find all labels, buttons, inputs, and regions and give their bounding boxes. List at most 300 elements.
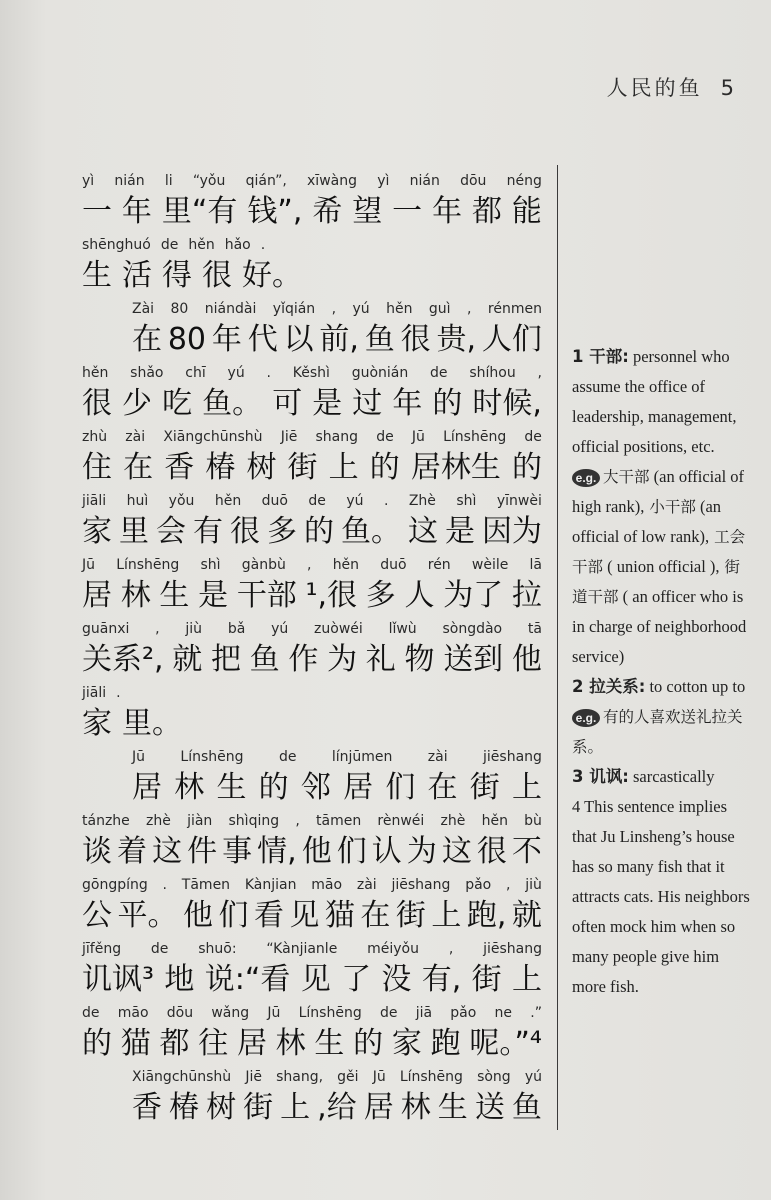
text-line-pair [82,684,542,745]
pinyin-word: bǎ [227,621,246,637]
pinyin-word: Jū [267,1005,281,1021]
pinyin-word: Kěshì [292,365,330,381]
hanzi-word: 生 [216,770,247,805]
pinyin-word: de [376,429,394,445]
note-2-definition: to cotton up to [645,677,746,696]
hanzi-word: 贵, [436,322,477,357]
pinyin-word: .” [530,1005,542,1021]
hanzi-word: 街 [471,962,502,997]
hanzi-word: 见 [289,898,320,933]
pinyin-line [82,620,542,639]
pinyin-word: hěn [386,301,413,317]
pinyin-word: , [307,557,312,573]
hanzi-word: 都 [472,194,502,229]
hanzi-word: 送到 [443,642,504,677]
text-line-pair [82,748,542,809]
pinyin-word: Xiāngchūnshù [132,1069,232,1085]
pinyin-word: jīfěng [82,941,122,957]
hanzi-line [82,703,542,745]
pinyin-word: wèile [471,557,509,573]
text-line-pair [82,428,542,489]
pinyin-word: de [82,1005,100,1021]
pinyin-word: guònián [351,365,409,381]
pinyin-line [82,428,542,447]
hanzi-word: 送 [474,1090,505,1125]
hanzi-word: 树 [206,1090,237,1125]
page-number: 5 [720,76,737,100]
note-1-example-2-en: (an official of low rank), [572,497,722,546]
pinyin-word: yǐqián [272,301,316,317]
hanzi-line [82,895,542,937]
note-3-definition: sarcastically [628,767,715,786]
pinyin-word: dōu [166,1005,194,1021]
pinyin-word: Xiāngchūnshù [163,429,263,445]
pinyin-word: wǎng [211,1005,250,1021]
pinyin-word: , [506,877,511,893]
hanzi-word: 着 [117,834,148,869]
hanzi-word: 可 [272,386,303,421]
pinyin-word: rènwéi [377,813,425,829]
hanzi-word: 一 [392,194,423,229]
pinyin-word: , [448,941,454,957]
hanzi-word: 居林生 [410,450,501,485]
pinyin-word: Línshēng [116,557,180,573]
hanzi-word: 80 [167,322,207,357]
hanzi-line [82,383,542,425]
hanzi-word: 在 [427,770,458,805]
pinyin-line [82,1004,542,1023]
pinyin-word: . [260,237,266,253]
note-3 [572,762,752,792]
hanzi-word: 居 [82,578,112,613]
hanzi-word: 代 [247,322,278,357]
hanzi-word: 的 [511,450,542,485]
pinyin-word: shuō: [198,941,237,957]
hanzi-word: 都 [159,1026,190,1061]
pinyin-word: rén [427,557,451,573]
pinyin-word: hěn [214,493,242,509]
hanzi-word: 生 [437,1090,468,1125]
chapter-title: 人民的鱼 [606,76,703,100]
running-header [607,72,737,102]
pinyin-word: Jū [82,557,96,573]
pinyin-word: méiyǒu [367,941,419,957]
hanzi-word: 在 [132,322,162,357]
pinyin-word: māo [311,877,343,893]
hanzi-word: 树 [246,450,277,485]
hanzi-word: 的 [369,450,400,485]
note-2-term: 2 拉关系: [572,677,646,696]
pinyin-word: jiù [185,621,203,637]
hanzi-word: 街 [469,770,500,805]
pinyin-word: hěn [188,237,215,253]
text-line-pair [82,812,542,873]
column-divider [557,165,558,1130]
hanzi-word: 街 [243,1090,274,1125]
pinyin-word: . [266,365,271,381]
hanzi-word: 年 [121,194,152,229]
pinyin-word: ne [494,1005,513,1021]
hanzi-word: 街 [287,450,318,485]
pinyin-word: hǎo [224,237,251,253]
pinyin-word: xīwàng [307,173,357,189]
hanzi-line [82,511,542,553]
hanzi-word: 里 [119,514,149,549]
hanzi-line [132,767,542,809]
pinyin-word: yú [352,301,370,317]
pinyin-word: huì [126,493,149,509]
note-1-definition: personnel who assume the office of leadership, management, official positions, etc. [572,347,737,456]
text-line-pair [82,364,542,425]
hanzi-word: 在 [360,898,391,933]
hanzi-word: 鱼 [511,1090,542,1125]
hanzi-word: 多 [267,514,297,549]
pinyin-word: hěn [82,365,109,381]
pinyin-word: bù [524,813,542,829]
hanzi-word: 因为 [482,514,542,549]
pinyin-word: lǐwù [388,621,417,637]
hanzi-word: 有 [193,514,223,549]
hanzi-word: 鱼 [249,642,280,677]
hanzi-word: 上 [511,962,542,997]
pinyin-line [82,364,542,383]
hanzi-word: 得 [162,258,192,293]
hanzi-word: 猫 [120,1026,151,1061]
hanzi-word: 们 [218,898,249,933]
pinyin-word: dōu [460,173,487,189]
hanzi-word: 上 [511,770,542,805]
hanzi-word: 情, [257,834,297,869]
pinyin-line [82,236,542,255]
pinyin-word: gōngpíng [82,877,148,893]
pinyin-line [82,172,542,191]
pinyin-word: chī [185,365,206,381]
hanzi-word: 为了 [443,578,504,613]
hanzi-word: 椿 [205,450,236,485]
pinyin-word: yú [227,365,245,381]
note-1-example-1-en: (an official of high rank), [572,467,745,516]
pinyin-word: shang, [276,1069,324,1085]
pinyin-line [132,748,542,767]
pinyin-word: . [162,877,167,893]
hanzi-word: 很 [476,834,507,869]
pinyin-word: jiēshang [483,941,542,957]
text-line-pair [82,300,542,361]
hanzi-word: 公 [82,898,112,933]
pinyin-word: Jiē [245,1069,262,1085]
text-line-pair [82,172,542,233]
pinyin-word: de [430,365,448,381]
hanzi-word: 是 [445,514,475,549]
pinyin-word: zài [427,749,448,765]
hanzi-word: 香 [164,450,195,485]
hanzi-word: 的 [82,1026,112,1061]
note-3-term: 3 讥讽: [572,767,629,786]
hanzi-word: 讥讽³ [82,962,155,997]
hanzi-word: 邻 [300,770,331,805]
pinyin-word: “yǒu [192,173,226,189]
hanzi-word: 拉 [511,578,542,613]
pinyin-word: Jiē [280,429,298,445]
note-1-example-3-cn: 工会干部 [572,528,746,576]
hanzi-line [82,959,542,1001]
pinyin-word: Tāmen [181,877,231,893]
hanzi-word: 居 [363,1090,394,1125]
pinyin-word: nián [114,173,145,189]
pinyin-word: hěn [332,557,360,573]
pinyin-word: Línshēng [180,749,244,765]
hanzi-word: 香 [132,1090,162,1125]
glossary-notes [572,342,752,1002]
hanzi-word: 有, [421,962,462,997]
pinyin-word: shìqing [228,813,280,829]
pinyin-word: . [383,493,389,509]
hanzi-word: 呢。”⁴ [469,1026,542,1061]
note-2-example [572,702,752,762]
note-4-text: 4 This sentence implies that Ju Linsheng’s house has so many fish that it attracts cats. His neighbors often mock him when so many people give him more fish. [572,797,750,996]
hanzi-word: 上 [328,450,359,485]
pinyin-word: Kànjian [244,877,297,893]
hanzi-word: 住 [82,450,112,485]
hanzi-word: 上 [431,898,462,933]
pinyin-word: shì [456,493,477,509]
hanzi-word: 作 [288,642,319,677]
hanzi-word: 在 [123,450,154,485]
pinyin-line [82,684,542,703]
note-1 [572,342,752,462]
pinyin-word: , [295,813,300,829]
pinyin-word: Línshēng [399,1069,463,1085]
hanzi-word: 生 [314,1026,345,1061]
hanzi-word: 时候, [472,386,542,421]
pinyin-line [82,876,542,895]
hanzi-word: 鱼。 [341,514,401,549]
pinyin-word: Jū [411,429,425,445]
hanzi-word: 见 [300,962,331,997]
note-1-examples [572,462,752,672]
hanzi-word: ¹,很 [305,578,358,613]
hanzi-word: 很 [400,322,431,357]
pinyin-word: zhù [82,429,108,445]
hanzi-word: 说:“看 [204,962,291,997]
hanzi-word: 家 [391,1026,422,1061]
pinyin-word: nián [409,173,440,189]
hanzi-word: 是 [312,386,343,421]
pinyin-word: yú [346,493,364,509]
hanzi-line [82,575,542,617]
pinyin-word: shǎo [130,365,164,381]
hanzi-word: 跑, [466,898,507,933]
hanzi-word: 不 [511,834,542,869]
pinyin-word: yǒu [168,493,195,509]
hanzi-word: 地 [164,962,195,997]
note-1-example-4-en: ( an officer who is in charge of neighborhood service) [572,587,747,666]
pinyin-word: yì [82,173,95,189]
hanzi-word: 年 [392,386,423,421]
hanzi-word: ,给 [317,1090,357,1125]
hanzi-line [132,1087,542,1129]
pinyin-word: qián”, [245,173,287,189]
hanzi-word: 猫 [324,898,355,933]
pinyin-word: Línshēng [298,1005,362,1021]
hanzi-word: 鱼 [364,322,395,357]
pinyin-word: pǎo [450,1005,477,1021]
hanzi-word: 上 [280,1090,311,1125]
text-line-pair [82,620,542,681]
pinyin-word: yì [377,173,390,189]
pinyin-word: tāmen [316,813,362,829]
note-4 [572,792,752,1002]
hanzi-word: 过 [352,386,383,421]
hanzi-word: 就 [511,898,542,933]
hanzi-word: 林 [120,578,151,613]
hanzi-word: 的 [432,386,463,421]
hanzi-word: 林 [174,770,205,805]
hanzi-line [82,255,542,297]
pinyin-word: 80 [170,301,189,317]
pinyin-word: de [379,1005,398,1021]
hanzi-line [82,831,542,873]
pinyin-word: shíhou [469,365,516,381]
hanzi-word: 就 [172,642,203,677]
hanzi-word: 一 [82,194,112,229]
hanzi-word: 这 [441,834,472,869]
pinyin-word: shì [200,557,221,573]
pinyin-word: Jū [372,1069,386,1085]
hanzi-line [82,1023,542,1065]
hanzi-word: 他 [511,642,542,677]
hanzi-word: 希 [312,194,343,229]
pinyin-word: , [155,621,160,637]
text-line-pair [82,556,542,617]
pinyin-word: Zài [132,301,155,317]
hanzi-word: 这 [408,514,438,549]
pinyin-line [82,812,542,831]
pinyin-line [82,492,542,511]
hanzi-word: 的 [258,770,289,805]
hanzi-word: 们 [336,834,367,869]
hanzi-word: 人 [404,578,435,613]
pinyin-word: Zhè [408,493,436,509]
hanzi-word: 家 [82,514,112,549]
text-line-pair [82,492,542,553]
hanzi-word: 他 [301,834,332,869]
hanzi-word: 好。 [242,258,302,293]
hanzi-word: 物 [404,642,435,677]
pinyin-word: Línshēng [443,429,507,445]
hanzi-line [82,447,542,489]
pinyin-word: de [308,493,326,509]
hanzi-word: 他 [182,898,213,933]
hanzi-word: 很 [82,386,112,421]
hanzi-word: 望 [352,194,383,229]
hanzi-word: 林 [275,1026,306,1061]
hanzi-word: 家 [82,706,112,741]
hanzi-word: 里“有 [161,194,238,229]
hanzi-word: 为 [327,642,358,677]
pinyin-word: “Kànjianle [266,941,338,957]
hanzi-word: 干部 [236,578,297,613]
hanzi-word: 活 [122,258,152,293]
pinyin-word: tánzhe [82,813,130,829]
hanzi-word: 礼 [365,642,396,677]
hanzi-word: 以 [283,322,314,357]
note-1-example-1-cn: 大干部 [603,468,650,486]
text-line-pair [82,940,542,1001]
pinyin-word: jiù [525,877,542,893]
hanzi-word: 事 [222,834,253,869]
hanzi-word: 关系², [82,642,164,677]
pinyin-word: hěn [481,813,508,829]
hanzi-word: 往 [198,1026,229,1061]
hanzi-word: 年 [432,194,463,229]
hanzi-word: 跑 [430,1026,461,1061]
pinyin-word: shang [315,429,359,445]
hanzi-word: 件 [187,834,218,869]
hanzi-word: 年 [211,322,242,357]
text-line-pair [82,236,542,297]
pinyin-word: zuòwéi [314,621,363,637]
pinyin-word: jiāli [82,493,107,509]
pinyin-word: de [524,429,542,445]
pinyin-word: zhè [146,813,171,829]
pinyin-line [82,940,542,959]
hanzi-word: 们 [385,770,416,805]
pinyin-word: jiàn [187,813,213,829]
pinyin-word: . [116,685,121,701]
hanzi-word: 鱼。 [202,386,263,421]
hanzi-word: 会 [156,514,186,549]
hanzi-word: 很 [202,258,232,293]
pinyin-word: guì [428,301,451,317]
hanzi-word: 人们 [481,322,542,357]
hanzi-word: 里。 [122,706,182,741]
pinyin-word: de [278,749,297,765]
pinyin-word: jiēshang [391,877,451,893]
hanzi-word: 认 [371,834,402,869]
hanzi-word: 能 [511,194,542,229]
hanzi-word: 的 [304,514,334,549]
text-line-pair [82,1004,542,1065]
hanzi-word: 是 [198,578,229,613]
note-2 [572,672,752,702]
hanzi-word: 为 [406,834,437,869]
text-line-pair [82,876,542,937]
hanzi-word: 居 [132,770,162,805]
note-1-example-4-cn: 街道干部 [572,558,740,606]
pinyin-word: de [160,237,179,253]
main-text [82,172,542,1132]
hanzi-word: 把 [210,642,241,677]
hanzi-word: 居 [343,770,374,805]
note-1-example-3-en: ( union official ), [603,557,720,576]
pinyin-word: jiā [415,1005,433,1021]
hanzi-word: 吃 [162,386,193,421]
hanzi-word: 很 [230,514,260,549]
pinyin-word: pǎo [465,877,492,893]
hanzi-word: 椿 [169,1090,200,1125]
pinyin-word: néng [506,173,542,189]
pinyin-word: yú [524,1069,542,1085]
hanzi-word: 生 [82,258,112,293]
pinyin-word: tā [527,621,542,637]
hanzi-word: 林 [400,1090,431,1125]
hanzi-word: 钱”, [247,194,303,229]
hanzi-word: 了 [341,962,372,997]
hanzi-word: 多 [365,578,396,613]
hanzi-word: 少 [122,386,153,421]
hanzi-line [132,319,542,361]
